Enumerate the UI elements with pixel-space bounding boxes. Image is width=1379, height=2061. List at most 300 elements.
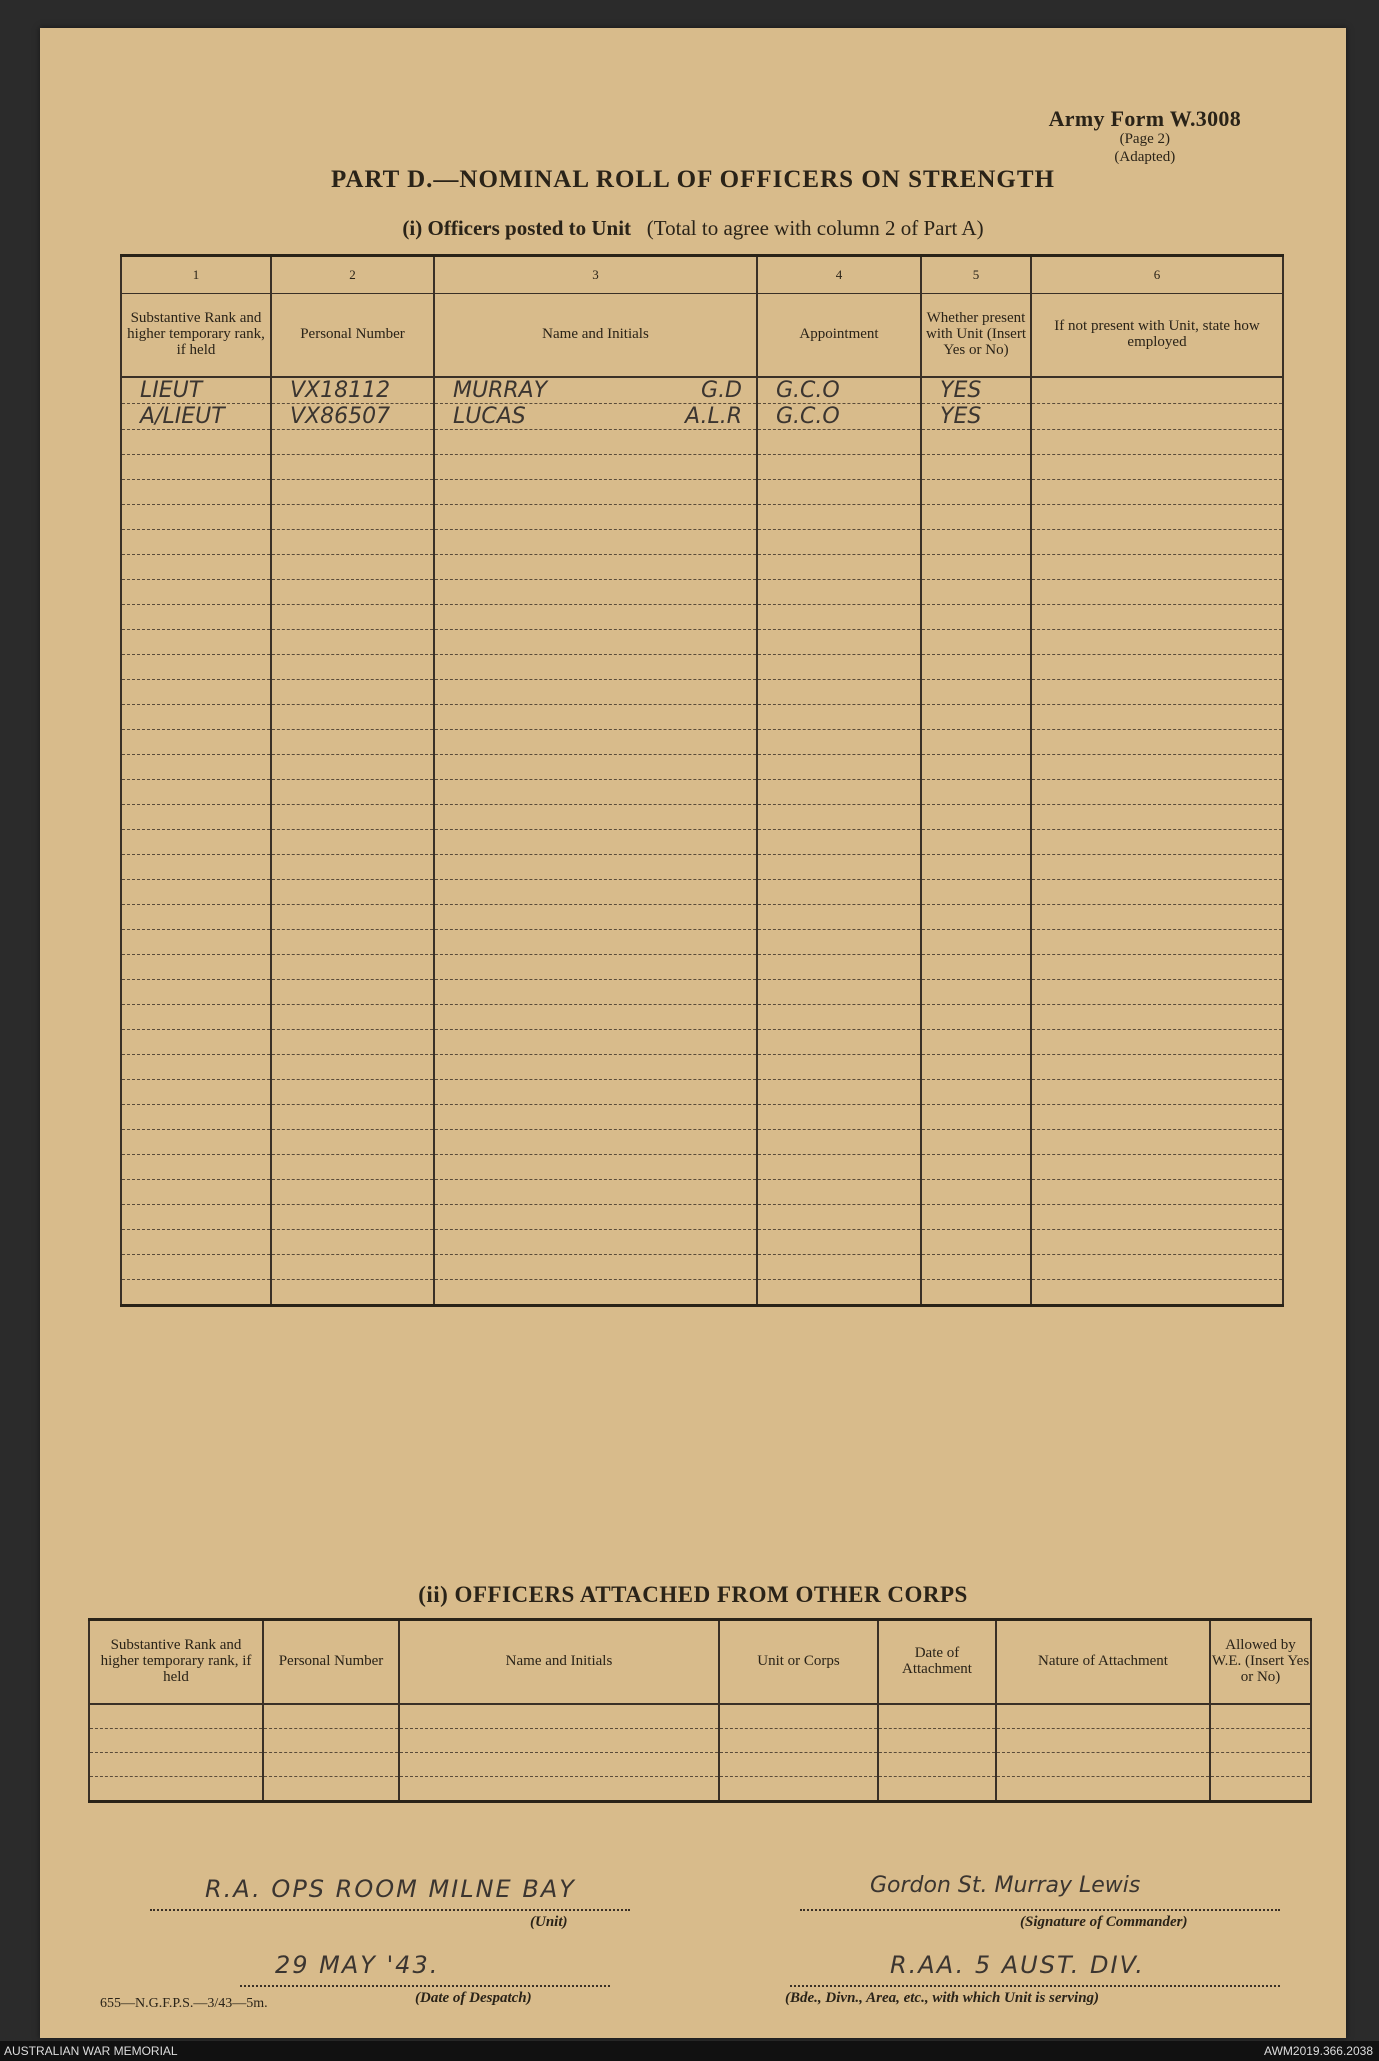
header-rank: Substantive Rank and higher temporary rank, if held	[121, 294, 271, 378]
date-value: 29 MAY '43.	[275, 1951, 440, 1979]
part-title: PART D.—NOMINAL ROLL OF OFFICERS ON STRENGTH	[331, 166, 1055, 193]
initials: A.L.R	[685, 404, 742, 429]
blank-cell	[996, 1753, 1210, 1777]
appointment-cell: G.C.O	[757, 377, 921, 404]
blank-cell	[921, 730, 1031, 755]
blank-cell	[757, 1280, 921, 1306]
blank-cell	[921, 655, 1031, 680]
blank-cell	[1031, 780, 1283, 805]
blank-cell	[921, 905, 1031, 930]
blank-row	[121, 980, 1283, 1005]
blank-cell	[921, 1205, 1031, 1230]
blank-cell	[121, 480, 271, 505]
blank-row	[121, 730, 1283, 755]
commander-signature: Gordon St. Murray Lewis	[870, 1873, 1141, 1898]
blank-cell	[271, 830, 434, 855]
surname: LUCAS	[453, 404, 526, 429]
blank-row	[121, 755, 1283, 780]
blank-cell	[121, 880, 271, 905]
blank-cell	[1210, 1753, 1311, 1777]
blank-cell	[121, 1080, 271, 1105]
blank-cell	[434, 955, 757, 980]
formation-value: R.AA. 5 AUST. DIV.	[890, 1951, 1145, 1979]
blank-cell	[757, 1155, 921, 1180]
blank-cell	[1031, 455, 1283, 480]
blank-cell	[1031, 1105, 1283, 1130]
formation-line	[790, 1949, 1280, 1987]
blank-cell	[121, 655, 271, 680]
blank-cell	[921, 1255, 1031, 1280]
blank-cell	[757, 1255, 921, 1280]
header-appointment: Appointment	[757, 294, 921, 378]
blank-cell	[921, 1055, 1031, 1080]
blank-cell	[121, 1005, 271, 1030]
blank-cell	[921, 455, 1031, 480]
blank-cell	[121, 555, 271, 580]
blank-cell	[1031, 755, 1283, 780]
blank-cell	[921, 805, 1031, 830]
blank-cell	[271, 980, 434, 1005]
blank-cell	[121, 430, 271, 455]
blank-cell	[434, 1280, 757, 1306]
blank-cell	[121, 455, 271, 480]
blank-row	[121, 680, 1283, 705]
blank-cell	[434, 830, 757, 855]
header-personal-number: Personal Number	[271, 294, 434, 378]
blank-cell	[271, 1130, 434, 1155]
blank-cell	[263, 1704, 399, 1729]
blank-cell	[121, 855, 271, 880]
blank-cell	[271, 1205, 434, 1230]
blank-cell	[121, 630, 271, 655]
blank-cell	[878, 1777, 996, 1802]
blank-row	[121, 830, 1283, 855]
blank-cell	[121, 1155, 271, 1180]
blank-row	[121, 1205, 1283, 1230]
blank-cell	[757, 780, 921, 805]
header-present: Whether present with Unit (Insert Yes or No)	[921, 294, 1031, 378]
blank-row	[121, 655, 1283, 680]
blank-cell	[121, 830, 271, 855]
officers-attached-rows	[89, 1704, 1311, 1802]
rank-cell: A/LIEUT	[121, 404, 271, 430]
section-i-title	[40, 216, 1346, 241]
blank-cell	[434, 1255, 757, 1280]
blank-cell	[757, 680, 921, 705]
blank-cell	[263, 1753, 399, 1777]
date-line	[240, 1949, 610, 1987]
blank-cell	[121, 1055, 271, 1080]
blank-cell	[271, 1280, 434, 1306]
blank-row	[121, 1055, 1283, 1080]
blank-cell	[921, 1030, 1031, 1055]
blank-row	[121, 605, 1283, 630]
blank-cell	[434, 855, 757, 880]
blank-cell	[757, 480, 921, 505]
blank-cell	[121, 980, 271, 1005]
blank-cell	[271, 955, 434, 980]
blank-cell	[434, 1105, 757, 1130]
blank-cell	[921, 505, 1031, 530]
form-page	[40, 28, 1346, 2038]
blank-cell	[878, 1729, 996, 1753]
printer-code: 655—N.G.F.P.S.—3/43—5m.	[100, 1996, 268, 2011]
blank-cell	[271, 1030, 434, 1055]
blank-cell	[921, 880, 1031, 905]
blank-cell	[1031, 705, 1283, 730]
blank-cell	[757, 580, 921, 605]
blank-cell	[121, 705, 271, 730]
blank-cell	[434, 555, 757, 580]
personal-number-cell: VX86507	[271, 404, 434, 430]
blank-cell	[996, 1729, 1210, 1753]
blank-cell	[271, 755, 434, 780]
blank-cell	[434, 455, 757, 480]
blank-cell	[1031, 730, 1283, 755]
blank-cell	[921, 605, 1031, 630]
blank-cell	[757, 755, 921, 780]
blank-cell	[921, 705, 1031, 730]
employed-cell	[1031, 404, 1283, 430]
blank-cell	[921, 930, 1031, 955]
blank-row	[121, 1105, 1283, 1130]
blank-cell	[921, 480, 1031, 505]
formation-label: (Bde., Divn., Area, etc., with which Unit is serving)	[785, 1990, 1100, 2006]
blank-cell	[271, 680, 434, 705]
header-allowed: Allowed by W.E. (Insert Yes or No)	[1210, 1620, 1311, 1705]
unit-label: (Unit)	[530, 1914, 568, 1930]
blank-cell	[1031, 1130, 1283, 1155]
blank-cell	[878, 1704, 996, 1729]
blank-cell	[757, 1055, 921, 1080]
blank-cell	[399, 1777, 719, 1802]
blank-cell	[719, 1704, 878, 1729]
blank-cell	[1031, 980, 1283, 1005]
form-adapted-note: (Adapted)	[1114, 148, 1176, 165]
blank-row	[121, 930, 1283, 955]
blank-cell	[1031, 805, 1283, 830]
blank-row	[121, 1130, 1283, 1155]
blank-cell	[1031, 480, 1283, 505]
blank-cell	[271, 1230, 434, 1255]
blank-cell	[757, 1180, 921, 1205]
blank-cell	[121, 955, 271, 980]
header-name: Name and Initials	[434, 294, 757, 378]
blank-cell	[1031, 955, 1283, 980]
archive-name: AUSTRALIAN WAR MEMORIAL	[4, 2044, 178, 2058]
blank-cell	[719, 1777, 878, 1802]
blank-cell	[1031, 855, 1283, 880]
blank-row	[121, 555, 1283, 580]
blank-cell	[263, 1729, 399, 1753]
blank-cell	[1210, 1777, 1311, 1802]
section-ii-title: (ii) OFFICERS ATTACHED FROM OTHER CORPS	[418, 1582, 968, 1607]
blank-row	[89, 1729, 1311, 1753]
blank-cell	[921, 680, 1031, 705]
commander-signature-line	[800, 1873, 1280, 1911]
blank-cell	[271, 455, 434, 480]
blank-cell	[757, 455, 921, 480]
blank-cell	[921, 430, 1031, 455]
commander-label: (Signature of Commander)	[1020, 1914, 1188, 1930]
name-cell	[434, 377, 757, 404]
blank-cell	[434, 980, 757, 1005]
blank-cell	[921, 780, 1031, 805]
blank-cell	[757, 1230, 921, 1255]
column-number: 5	[921, 256, 1031, 294]
blank-cell	[1031, 1055, 1283, 1080]
blank-cell	[757, 705, 921, 730]
blank-cell	[757, 905, 921, 930]
blank-cell	[757, 1030, 921, 1055]
blank-cell	[921, 1005, 1031, 1030]
header-employed: If not present with Unit, state how employed	[1031, 294, 1283, 378]
blank-row	[121, 505, 1283, 530]
present-cell: YES	[921, 377, 1031, 404]
blank-cell	[434, 780, 757, 805]
blank-cell	[757, 605, 921, 630]
rank-cell: LIEUT	[121, 377, 271, 404]
column-number: 6	[1031, 256, 1283, 294]
blank-cell	[271, 1080, 434, 1105]
blank-cell	[399, 1729, 719, 1753]
blank-cell	[434, 930, 757, 955]
blank-cell	[271, 1005, 434, 1030]
blank-cell	[121, 505, 271, 530]
blank-cell	[399, 1753, 719, 1777]
blank-cell	[434, 755, 757, 780]
blank-cell	[121, 780, 271, 805]
blank-cell	[921, 1105, 1031, 1130]
blank-row	[121, 780, 1283, 805]
blank-cell	[1031, 655, 1283, 680]
blank-cell	[1031, 1005, 1283, 1030]
appointment-cell: G.C.O	[757, 404, 921, 430]
blank-cell	[121, 1255, 271, 1280]
blank-cell	[1031, 580, 1283, 605]
blank-cell	[271, 730, 434, 755]
blank-cell	[1031, 605, 1283, 630]
header-name: Name and Initials	[399, 1620, 719, 1705]
blank-cell	[757, 730, 921, 755]
blank-cell	[921, 955, 1031, 980]
table-row	[121, 377, 1283, 404]
header-personal-number: Personal Number	[263, 1620, 399, 1705]
blank-row	[121, 480, 1283, 505]
blank-row	[121, 1080, 1283, 1105]
blank-cell	[1031, 1280, 1283, 1306]
blank-row	[89, 1753, 1311, 1777]
blank-cell	[921, 580, 1031, 605]
blank-cell	[434, 1205, 757, 1230]
blank-cell	[263, 1777, 399, 1802]
blank-cell	[757, 505, 921, 530]
blank-cell	[1031, 430, 1283, 455]
blank-cell	[921, 1280, 1031, 1306]
blank-row	[121, 1180, 1283, 1205]
column-number: 3	[434, 256, 757, 294]
table-row	[121, 404, 1283, 430]
blank-cell	[757, 1130, 921, 1155]
employed-cell	[1031, 377, 1283, 404]
blank-cell	[434, 1055, 757, 1080]
archive-strip	[0, 2041, 1379, 2061]
blank-cell	[1210, 1729, 1311, 1753]
blank-cell	[1031, 1205, 1283, 1230]
blank-cell	[434, 505, 757, 530]
blank-cell	[271, 1105, 434, 1130]
blank-cell	[271, 530, 434, 555]
blank-cell	[434, 430, 757, 455]
present-cell: YES	[921, 404, 1031, 430]
initials: G.D	[701, 378, 742, 403]
blank-cell	[921, 555, 1031, 580]
blank-row	[121, 1005, 1283, 1030]
column-number: 2	[271, 256, 434, 294]
blank-cell	[271, 630, 434, 655]
blank-cell	[921, 1130, 1031, 1155]
blank-row	[121, 1155, 1283, 1180]
blank-cell	[1031, 905, 1283, 930]
blank-cell	[271, 580, 434, 605]
blank-cell	[757, 1080, 921, 1105]
blank-cell	[757, 880, 921, 905]
blank-cell	[757, 830, 921, 855]
blank-cell	[878, 1753, 996, 1777]
blank-cell	[757, 1205, 921, 1230]
blank-cell	[121, 905, 271, 930]
column-header-row	[121, 294, 1283, 378]
officers-attached-table	[88, 1618, 1312, 1803]
archive-reference: AWM2019.366.2038	[1264, 2044, 1373, 2058]
blank-cell	[121, 1105, 271, 1130]
blank-cell	[271, 930, 434, 955]
blank-cell	[121, 1280, 271, 1306]
blank-cell	[271, 655, 434, 680]
blank-cell	[271, 430, 434, 455]
blank-cell	[1031, 930, 1283, 955]
surname: MURRAY	[453, 378, 548, 403]
blank-cell	[434, 905, 757, 930]
blank-cell	[399, 1704, 719, 1729]
blank-cell	[271, 905, 434, 930]
form-number: Army Form W.3008	[1048, 106, 1241, 131]
officers-posted-rows	[121, 377, 1283, 1306]
blank-cell	[121, 1205, 271, 1230]
blank-cell	[921, 1180, 1031, 1205]
blank-row	[121, 1230, 1283, 1255]
blank-cell	[434, 580, 757, 605]
blank-cell	[89, 1704, 263, 1729]
blank-cell	[757, 530, 921, 555]
blank-cell	[271, 855, 434, 880]
blank-cell	[1031, 1180, 1283, 1205]
blank-cell	[434, 1080, 757, 1105]
blank-cell	[921, 755, 1031, 780]
blank-row	[121, 1255, 1283, 1280]
blank-cell	[121, 530, 271, 555]
column-header-row	[89, 1620, 1311, 1705]
blank-cell	[921, 1080, 1031, 1105]
blank-cell	[271, 555, 434, 580]
blank-row	[121, 630, 1283, 655]
column-number: 1	[121, 256, 271, 294]
blank-cell	[921, 1155, 1031, 1180]
blank-cell	[434, 630, 757, 655]
blank-cell	[89, 1753, 263, 1777]
date-label: (Date of Despatch)	[415, 1990, 532, 2006]
blank-cell	[271, 1155, 434, 1180]
blank-row	[121, 705, 1283, 730]
blank-cell	[434, 880, 757, 905]
blank-cell	[434, 1180, 757, 1205]
blank-cell	[271, 1180, 434, 1205]
blank-cell	[121, 930, 271, 955]
form-identifier	[1049, 106, 1241, 166]
blank-cell	[434, 655, 757, 680]
blank-cell	[996, 1777, 1210, 1802]
blank-row	[121, 905, 1283, 930]
blank-cell	[757, 555, 921, 580]
blank-row	[121, 580, 1283, 605]
blank-cell	[434, 705, 757, 730]
blank-cell	[271, 605, 434, 630]
blank-cell	[757, 630, 921, 655]
blank-cell	[757, 930, 921, 955]
blank-cell	[271, 1255, 434, 1280]
column-number: 4	[757, 256, 921, 294]
blank-cell	[271, 705, 434, 730]
blank-cell	[921, 630, 1031, 655]
blank-cell	[121, 1230, 271, 1255]
blank-cell	[434, 730, 757, 755]
header-unit-corps: Unit or Corps	[719, 1620, 878, 1705]
section-i-heading: (i) Officers posted to Unit	[402, 216, 632, 240]
blank-cell	[434, 530, 757, 555]
blank-cell	[89, 1777, 263, 1802]
blank-cell	[271, 1055, 434, 1080]
blank-cell	[434, 605, 757, 630]
blank-cell	[921, 530, 1031, 555]
column-number-row	[121, 256, 1283, 294]
blank-cell	[921, 830, 1031, 855]
blank-cell	[757, 1105, 921, 1130]
blank-cell	[1031, 1230, 1283, 1255]
blank-cell	[1031, 1030, 1283, 1055]
blank-cell	[271, 780, 434, 805]
blank-cell	[757, 430, 921, 455]
blank-cell	[921, 855, 1031, 880]
blank-cell	[719, 1753, 878, 1777]
unit-value: R.A. OPS ROOM MILNE BAY	[205, 1875, 576, 1903]
blank-cell	[719, 1729, 878, 1753]
blank-cell	[1031, 880, 1283, 905]
blank-cell	[1210, 1704, 1311, 1729]
blank-cell	[757, 980, 921, 1005]
blank-cell	[1031, 1155, 1283, 1180]
blank-cell	[121, 580, 271, 605]
section-i-note: (Total to agree with column 2 of Part A)	[646, 216, 984, 240]
name-cell	[434, 404, 757, 430]
blank-row	[121, 430, 1283, 455]
blank-cell	[1031, 680, 1283, 705]
blank-cell	[1031, 555, 1283, 580]
blank-row	[89, 1777, 1311, 1802]
blank-cell	[1031, 505, 1283, 530]
blank-cell	[121, 680, 271, 705]
blank-cell	[434, 1130, 757, 1155]
blank-cell	[271, 505, 434, 530]
